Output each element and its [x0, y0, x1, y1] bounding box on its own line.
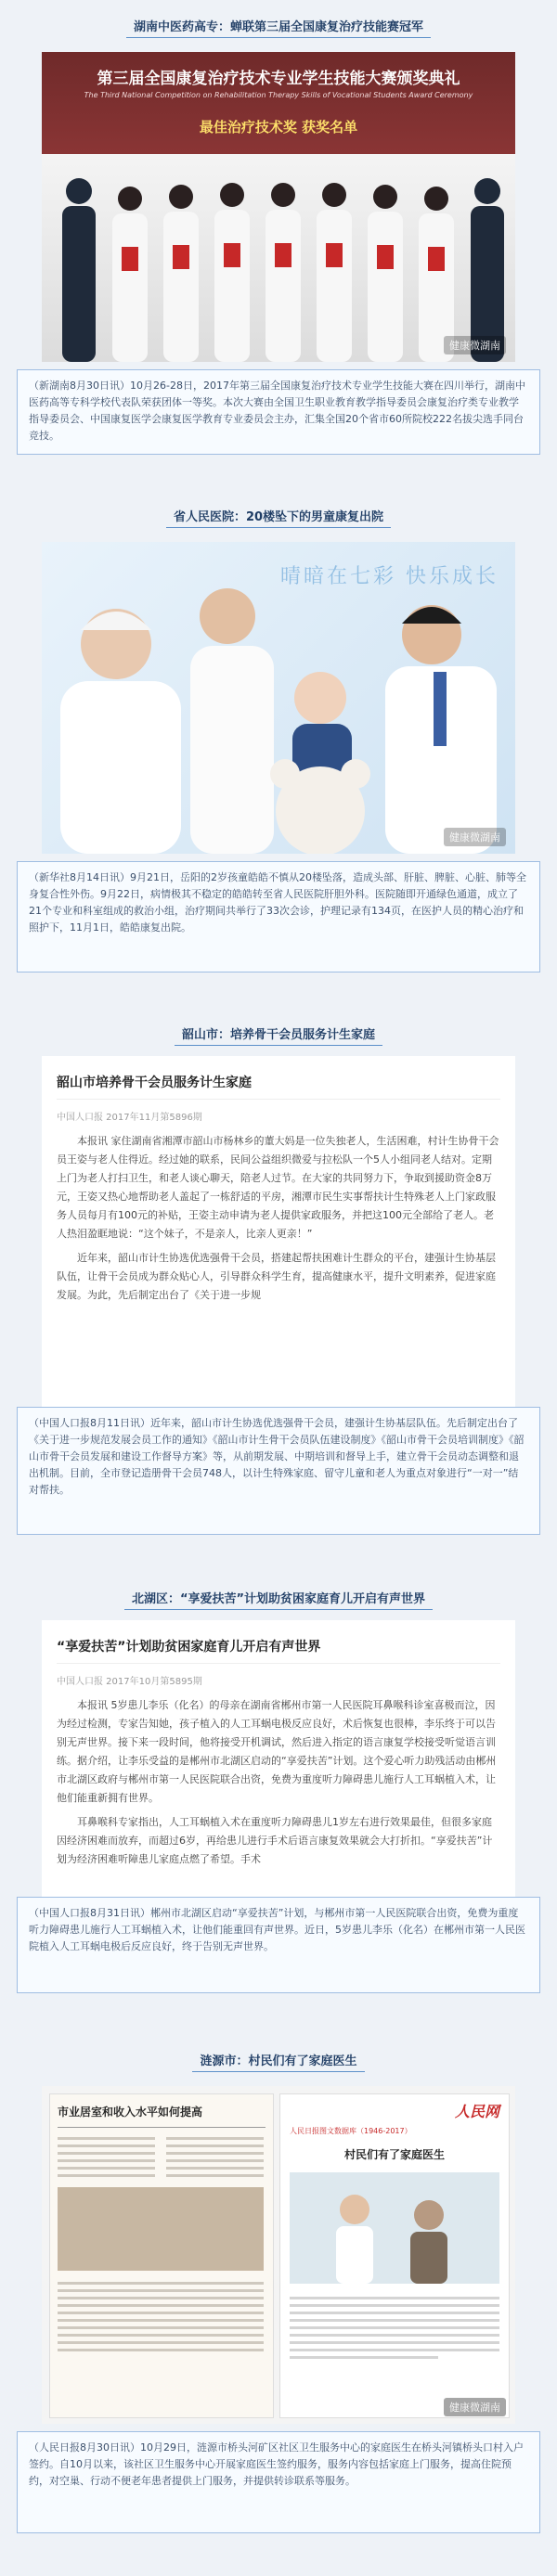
article-paragraph: 近年来，韶山市计生协选优选强骨干会员，搭建起帮扶困难计生群众的平台，建强计生协基层队伍，让骨干会员成为群众贴心人，引导群众科学生育，提高健康水平，提升文明素养，促进家庭发展。为此，先后制定出台了《关于进一步规: [57, 1252, 496, 1301]
newspaper-body-lines: [290, 2293, 499, 2404]
section-heading-3-text: 韶山市：培养骨干会员服务计生家庭: [175, 1028, 382, 1046]
banner-list: 最佳治疗技术奖 获奖名单: [199, 119, 358, 135]
discharge-figures: [42, 542, 515, 854]
section-heading-3: [0, 1024, 557, 1042]
article-paragraph: 本报讯 5岁患儿李乐（化名）的母亲在湖南省郴州市第一人民医院耳鼻喉科诊室喜极而泣，因为经过检测，专家告知她，孩子植入的人工耳蜗电极反应良好，术后恢复也很棒，李乐终于可以告别无声世界。接下来一段时间，他将接受开机调试，然后进入指定的语言康复学校接受听觉语言训练。据介绍，让李乐受益的是郴州市北湖区启动的“享爱扶苦”计划。这个爱心听力助残活动由郴州市北湖区政府与郴州市第一人民医院联合出资，免费为重度听力障碍患儿施行人工耳蜗植入术，让他们能重新拥有世界。: [57, 1699, 497, 1804]
caption-4: （中国人口报8月31日讯）郴州市北湖区启动“享爱扶苦”计划，与郴州市第一人民医院联合出资，免费为重度听力障碍患儿施行人工耳蜗植入术，让他们能重回有声世界。近日，5岁患儿李乐（化名）在郴州市第一人民医院植入人工耳蜗电极后反应良好，终于告别无声世界。: [17, 1897, 540, 1993]
section-heading-4: [0, 1589, 557, 1606]
newspaper-headline: 市业居室和收入水平如何提高: [58, 2106, 203, 2119]
database-label: 人民日报图文数据库（1946-2017）: [290, 2127, 412, 2135]
article-excerpt-3: [42, 1056, 515, 1409]
article-meta: 中国人口报 2017年10月第5895期: [57, 1663, 500, 1687]
watermark: 健康微湖南: [444, 828, 506, 846]
section-heading-2: [0, 507, 557, 524]
award-winners-figures: [42, 154, 515, 362]
article-paragraph: 本报讯 家住湖南省湘潭市韶山市杨林乡的董大妈是一位失独老人，生活困难，村计生协骨干会员王姿与老人住得近。经过她的联系，民间公益组织微爱与拉松队一个5人小组同老人结对。定期上门为老人打扫卫生，和老人谈心聊天，陪老人过节。在大家的共同努力下，争取到援助资金8万元，王姿又热心地帮助老人盖起了一栋舒适的平房，湘潭市民生实事帮扶计生特殊老人上门家政服务人员每月有100元的补贴，王姿主动申请为老人提供家政服务，并把这100元全部给了老人。老人热泪盈眶地说：“这个妹子，不是亲人，比亲人更亲！”: [57, 1135, 499, 1240]
article-title: 韶山市培养骨干会员服务计生家庭: [57, 1075, 252, 1090]
article-excerpt-4: [42, 1620, 515, 1900]
watermark: 健康微湖南: [444, 2398, 506, 2416]
newspaper-article-title: 村民们有了家庭医生: [343, 2148, 445, 2161]
article-body: [57, 1696, 500, 1869]
newspaper-right-page: [279, 2093, 510, 2418]
article-paragraph: 耳鼻喉科专家指出，人工耳蜗植入术在重度听力障碍患儿1岁左右进行效果最佳，但很多家庭因经济困难而放弃，而超过6岁，再给患儿进行手术后语言康复效果就会大打折扣。“享爱扶苦”计划为经济困难听障患儿家庭点燃了希望。手术: [57, 1816, 493, 1865]
caption-5: （人民日报8月30日讯）10月29日，涟源市桥头河矿区社区卫生服务中心的家庭医生在桥头河镇桥头口村入户签约。自10月以来，该社区卫生服务中心开展家庭医生签约服务，服务内容包括家庭上门服务，提高住院预约，对空巢、行动不便老年患者提供上门服务，并提供转诊联系等服务。: [17, 2431, 540, 2533]
caption-2: （新华社8月14日讯）9月21日，岳阳的2岁孩童皓皓不慎从20楼坠落，造成头部、肝脏、脾脏、心脏、肺等全身复合性外伤。9月22日，病情极其不稳定的皓皓转至省人民医院肝胆外科。医院随即开通绿色通道，成立了21个专业和科室组成的救治小组，治疗期间共举行了33次会诊，护理记录有134页，在医护人员的精心治疗和照护下，11月1日，皓皓康复出院。: [17, 861, 540, 972]
article-title: “享爱扶苦”计划助贫困家庭育儿开启有声世界: [57, 1640, 321, 1655]
award-ceremony-photo: [42, 52, 515, 362]
section-heading-5-text: 涟源市：村民们有了家庭医生: [192, 2054, 364, 2072]
article-body: [57, 1132, 500, 1305]
newspaper-left-page: [49, 2093, 274, 2418]
caption-3: （中国人口报8月11日讯）近年来，韶山市计生协选优选强骨干会员，建强计生协基层队伍。先后制定出台了《关于进一步规范发展会员工作的通知》《韶山市计生骨干会员队伍建设制度》《韶山市骨干会员培训制度》《韶山市骨干会员发展和建设工作督导方案》等，从前期发展、中期培训和督导上手，建立骨干会员动态调整和退出机制。目前，全市登记造册骨干会员748人，以计生特殊家庭、留守儿童和老人为重点对象进行“一对一”结对帮扶。: [17, 1407, 540, 1535]
hospital-discharge-photo: [42, 542, 515, 854]
backdrop-text: 晴暗在七彩 快乐成长: [280, 565, 499, 588]
banner-subtitle: The Third National Competition on Rehabilitation Therapy Skills of Vocational Students Award Ceremony: [84, 91, 473, 99]
caption-1: （新湖南8月30日讯）10月26-28日，2017年第三届全国康复治疗技术专业学生技能大赛在四川举行，湖南中医药高等专科学校代表队荣获团体一等奖。本次大赛由全国卫生职业教育教学指导委员会康复治疗类专业教学指导委员会、中国康复医学会康复医学教育专业委员会主办，汇集全国20个省市60所院校222名拔尖选手同台竞技。: [17, 369, 540, 455]
article-meta: 中国人口报 2017年11月第5896期: [57, 1099, 500, 1123]
section-heading-1-text: 湖南中医药高专：蝉联第三届全国康复治疗技能赛冠军: [126, 20, 431, 38]
people-daily-logo: 人民网: [454, 2103, 499, 2120]
banner-title: 第三届全国康复治疗技术专业学生技能大赛颁奖典礼: [97, 70, 460, 88]
newspaper-photo: [42, 2086, 515, 2424]
fade-overlay: [42, 1381, 515, 1409]
section-heading-2-text: 省人民医院：20楼坠下的男童康复出院: [166, 510, 391, 528]
newspaper-text-lines: [50, 2132, 273, 2410]
section-heading-1: [0, 17, 557, 34]
newspaper-doctor-photo: [290, 2172, 499, 2284]
section-heading-4-text: 北湖区：“享爱扶苦”计划助贫困家庭育儿开启有声世界: [124, 1592, 433, 1610]
watermark: 健康微湖南: [444, 336, 506, 354]
section-heading-5: [0, 2051, 557, 2068]
